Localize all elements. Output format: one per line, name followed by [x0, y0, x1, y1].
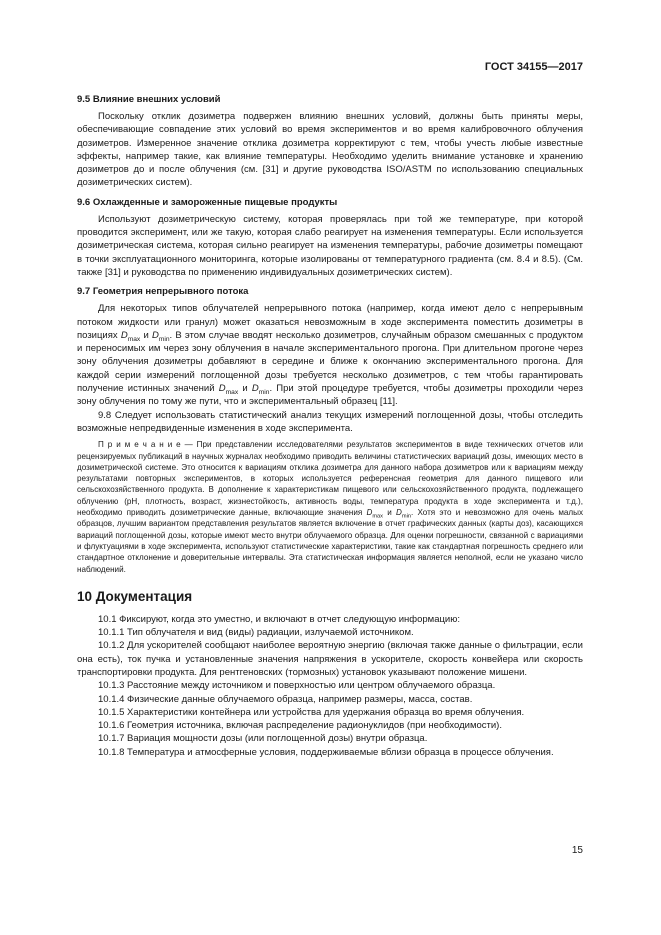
list-item: 10.1 Фиксируют, когда это уместно, и включают в отчет следующую информацию: — [98, 613, 460, 625]
section-9-6 — [77, 196, 583, 279]
list-item: 10.1.6 Геометрия источника, включая распределение радионуклидов (при необходимости). — [98, 720, 502, 732]
section-10-heading: 10 Документация — [77, 588, 193, 604]
page-number: 15 — [571, 845, 583, 856]
paragraph: Поскольку отклик дозиметра подвержен влиянию внешних условий, должны быть приняты меры, обеспечивающие совпадение этих условий во время экспериментов и во время калибровочного облучения дозиметров. Измеренное значение отклика дозиметра корректируют с тем, чтобы учесть любые известные эффекты, например такие, как влияние температуры. Необходимо уделить внимание установке и хранению дозиметров до и после облучения (см. [31] и другие руководства ISO/ASTM по использованию специальных дозиметрических систем). — [77, 111, 583, 189]
section-heading: 9.5 Влияние внешних условий — [77, 94, 221, 105]
note: П р и м е ч а н и е — При представлении исследователями результатов экспериментов в виде технических отчетов или рецензируемых публикаций в научных журналах необходимо приводить величины статистических вариаций дозы, имеющих место в дозиметрической системе. Это относится к вариациям отклика дозиметра для данного набора дозиметров или к вариациям между результатами повторных экспериментов, в которых используется референсная геометрия для данного пищевого или сельскохозяйственного продукта. В дополнение к характеристикам пищевого или сельскохозяйственного продукта, подлежащего облучению (pH, плотность, возраст, жизнестойкость, активность воды, температура продукта в ходе эксперимента и т.д.), необходимо приводить дозиметрические данные, включающие значения $D_{max}$ и $D_{min}$. Хотя это и невозможно для очень малых образцов, лучшим вариантом представления результатов является включение в отчет графических данных (карты доз), касающихся вариаций поглощенной дозы, которые имеют место внутри облучаемого образца. Для оценки погрешности, связанной с вариациями и флуктуациями в ходе эксперимента, используют статистические характеристики, такие как стандартная погрешность среднего или стандартное отклонение и доверительные интервалы. Эта статистическая информация является неполной, если не указано число наблюдений. — [77, 440, 584, 574]
list-item: 10.1.4 Физические данные облучаемого образца, например размеры, масса, состав. — [98, 693, 473, 705]
section-9-5 — [77, 93, 583, 190]
list-item: 10.1.2 Для ускорителей сообщают наиболее вероятную энергию (включая также данные о фильтрации, если она есть), ток пучка и установленные значения напряжения в ускорителе, скорость конвейера или скорость транспортировки продукта. Для рентгеновских (тормозных) установок указывают положение мишени. — [77, 640, 583, 678]
paragraph: Для некоторых типов облучателей непрерывного потока (например, когда имеют дело с непрерывным потоком жидкости или гранул) может оказаться невозможным в ходе эксперимента поместить дозиметры в позициях $D_{max}$ и $D_{min}$. В этом случае вводят несколько дозиметров, случайным образом смешанных с продуктом и переносимых им через зону облучения в начале экспериментального прогона. При длительном прогоне через зону облучения дозиметры добавляют в середине и ближе к окончанию экспериментального прогона. Для каждой серии измерений поглощенной дозы требуется несколько дозиметров, с тем чтобы гарантировать получение истинных значений $D_{max}$ и $D_{min}$. При этой процедуре требуется, чтобы дозиметры проходили через зону облучения по тому же пути, что и экспериментальный образец [11]. — [77, 303, 583, 408]
list-item: 10.1.1 Тип облучателя и вид (виды) радиации, излучаемой источником. — [98, 627, 414, 639]
paragraph-9-8: 9.8 Следует использовать статистический анализ текущих измерений поглощенной дозы, чтобы отследить возможные непредвиденные изменения в ходе эксперимента. — [77, 409, 583, 434]
list-item: 10.1.8 Температура и атмосферные условия, поддерживаемые вблизи образца в процессе облучения. — [98, 746, 554, 758]
paragraph: Используют дозиметрическую систему, которая проверялась при той же температуре, при которой проводится эксперимент, или же такую, которая слабо реагирует на изменения температуры. Если используется дозиметрическая система, которая сильно реагирует на изменения температуры, рабочие дозиметры помещают в точки эксплуатационного мониторинга, которые изолированы от температурного градиента (см. 8.4 и 8.5). (См. также [31] и руководства по применению индивидуальных дозиметрических систем). — [77, 213, 583, 278]
list-item: 10.1.5 Характеристики контейнера или устройства для удержания образца во время облучения. — [98, 706, 525, 718]
section-9-7 — [77, 285, 583, 575]
list-item: 10.1.7 Вариация мощности дозы (или поглощенной дозы) внутри образца. — [98, 733, 428, 745]
section-heading: 9.6 Охлажденные и замороженные пищевые продукты — [77, 196, 338, 208]
page-content — [77, 93, 583, 759]
section-heading: 9.7 Геометрия непрерывного потока — [77, 286, 249, 298]
documentation-list — [77, 613, 583, 759]
standard-number: ГОСТ 34155—2017 — [484, 61, 583, 73]
list-item: 10.1.3 Расстояние между источником и поверхностью или центром облучаемого образца. — [98, 680, 496, 692]
